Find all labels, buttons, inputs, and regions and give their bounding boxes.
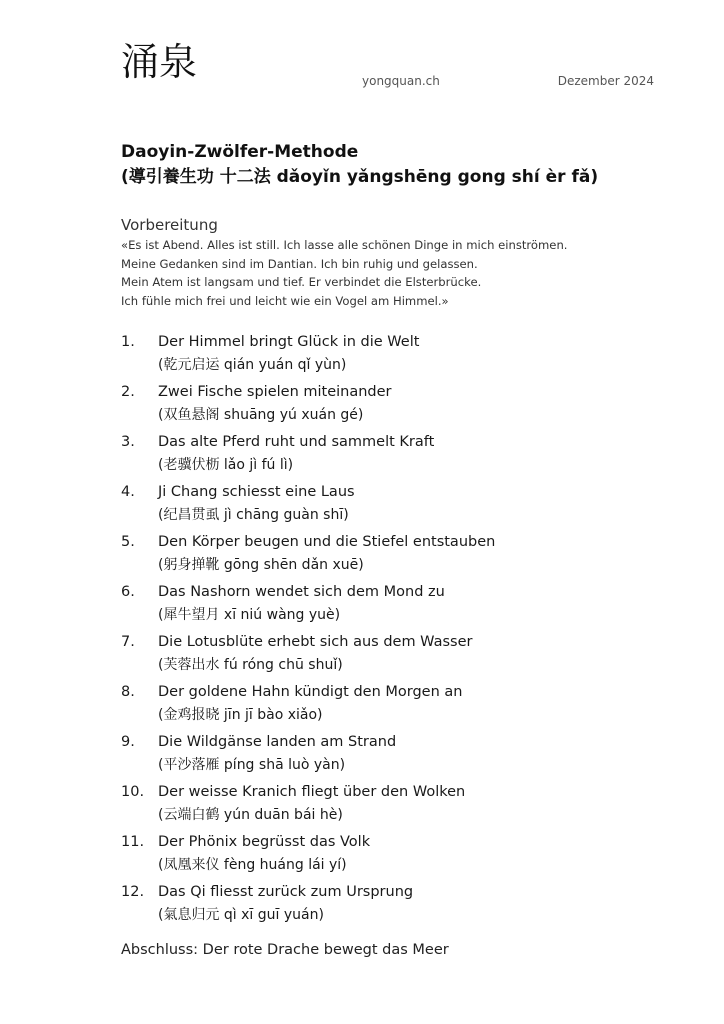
step-chinese: (纪昌贯虱 jì chāng guàn shī) [158,507,349,523]
step-number: 11. [121,834,145,850]
step-number: 5. [121,534,135,550]
step-german: Das alte Pferd ruht und sammelt Kraft [158,434,435,450]
step-german: Der Phönix begrüsst das Volk [158,834,371,850]
step-item [121,582,681,627]
step-number: 2. [121,384,135,400]
step-german: Die Lotusblüte erhebt sich aus dem Wasser [158,634,473,650]
step-number: 8. [121,684,135,700]
quote-line: «Es ist Abend. Alles ist still. Ich lasse alle schönen Dinge in mich einströmen. [121,238,568,252]
step-number: 3. [121,434,135,450]
step-german: Das Qi fliesst zurück zum Ursprung [158,884,414,900]
step-item [121,682,681,727]
step-chinese: (犀牛望月 xī niú wàng yuè) [158,607,341,623]
step-number: 10. [121,784,145,800]
quote-line: Meine Gedanken sind im Dantian. Ich bin ruhig und gelassen. [121,256,478,271]
step-item [121,732,681,777]
step-german: Der goldene Hahn kündigt den Morgen an [158,684,463,700]
step-chinese: (乾元启运 qián yuán qǐ yùn) [158,357,347,373]
step-chinese: (老骥伏枥 lǎo jì fú lì) [158,457,294,473]
step-number: 6. [121,584,135,600]
preparation-heading: Vorbereitung [121,216,218,234]
step-german: Zwei Fische spielen miteinander [158,384,392,400]
title-line-2: (導引養生功 十二法 dǎoyǐn yǎngshēng gong shí èr fǎ) [121,167,599,187]
step-chinese: (双鱼悬阁 shuāng yú xuán gé) [158,407,364,423]
site-url: yongquan.ch [362,74,440,88]
preparation-quote [121,236,681,310]
steps-list [121,332,681,932]
site-logo: 涌泉 [121,40,198,84]
step-german: Ji Chang schiesst eine Laus [158,484,355,500]
step-chinese: (芙蓉出水 fú róng chū shuǐ) [158,657,343,673]
step-number: 1. [121,334,135,350]
step-chinese: (凤凰来仪 fèng huáng lái yí) [158,857,347,873]
document-title [121,140,598,190]
quote-line: Mein Atem ist langsam und tief. Er verbindet die Elsterbrücke. [121,275,482,289]
step-chinese: (氣息归元 qì xī guī yuán) [158,907,324,923]
step-german: Der weisse Kranich fliegt über den Wolken [158,784,466,800]
step-item [121,382,681,427]
step-chinese: (平沙落雁 píng shā luò yàn) [158,757,346,773]
step-number: 4. [121,484,135,500]
step-number: 12. [121,884,145,900]
step-item [121,632,681,677]
step-item [121,532,681,577]
step-german: Das Nashorn wendet sich dem Mond zu [158,584,445,600]
step-item [121,432,681,477]
document-date: Dezember 2024 [557,74,654,88]
closing-text: Abschluss: Der rote Drache bewegt das Meer [121,942,449,958]
step-item [121,332,681,377]
step-chinese: (云端白鹤 yún duān bái hè) [158,807,343,823]
step-german: Die Wildgänse landen am Strand [158,734,397,750]
step-item [121,782,681,827]
step-german: Der Himmel bringt Glück in die Welt [158,334,420,350]
step-item [121,482,681,527]
step-chinese: (金鸡报晓 jīn jī bào xiǎo) [158,707,323,723]
title-line-1: Daoyin-Zwölfer-Methode [121,142,359,162]
step-item [121,832,681,877]
step-number: 9. [121,734,135,750]
step-german: Den Körper beugen und die Stiefel entstauben [158,534,496,550]
quote-line: Ich fühle mich frei und leicht wie ein Vogel am Himmel.» [121,293,449,308]
step-number: 7. [121,634,135,650]
step-item [121,882,681,927]
step-chinese: (躬身掸靴 gōng shēn dǎn xuē) [158,557,364,573]
